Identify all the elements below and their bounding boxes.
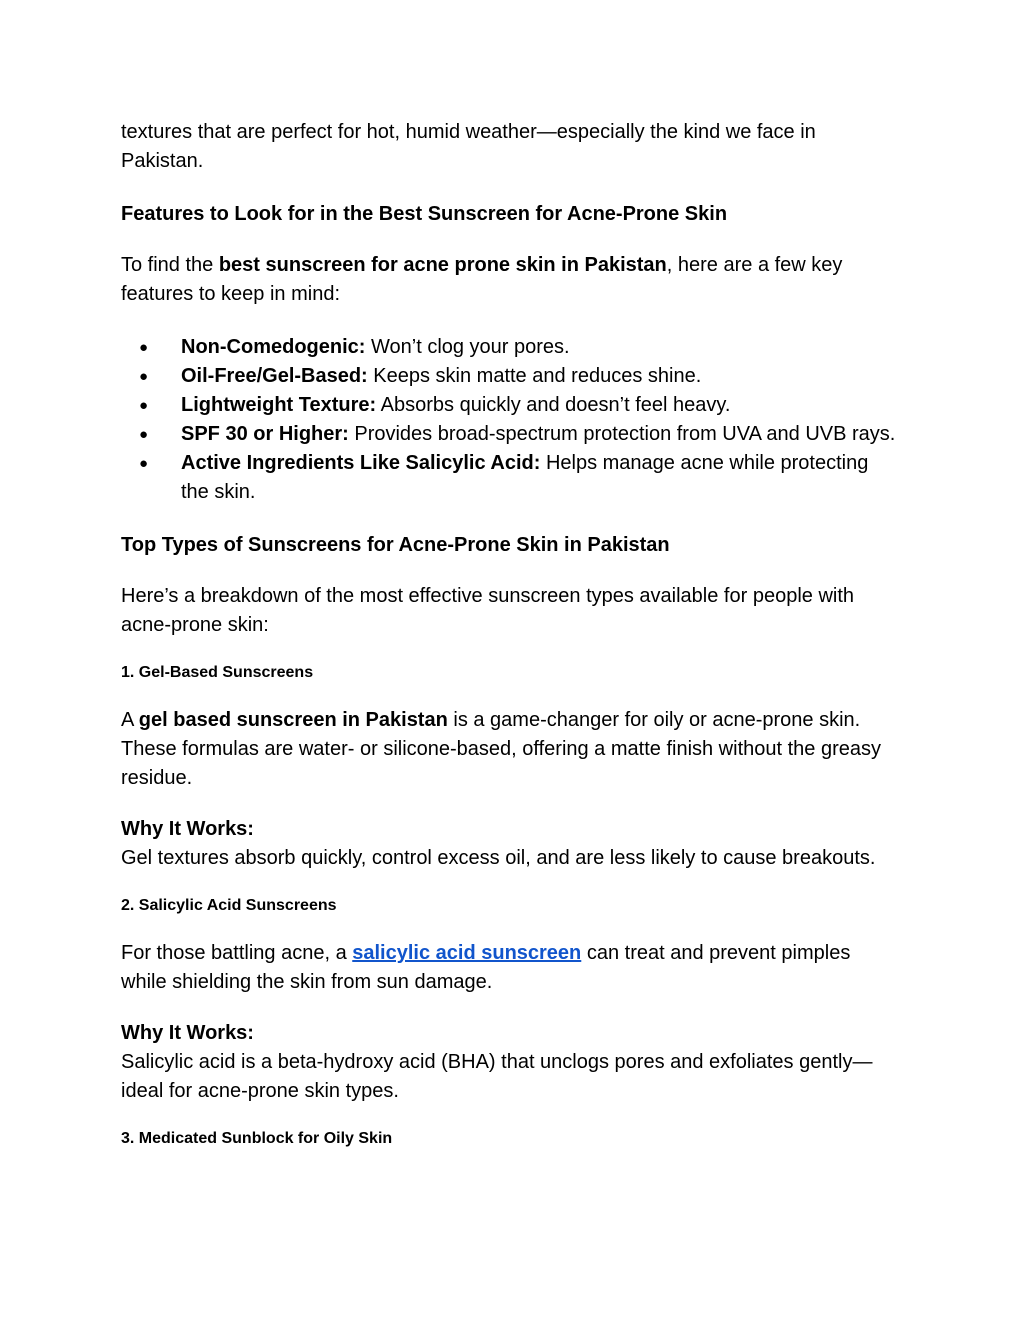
list-item	[121, 391, 896, 420]
features-list	[121, 333, 896, 507]
document-page	[121, 118, 896, 1150]
bullet-icon: ●	[139, 339, 149, 356]
list-item-label: Oil-Free/Gel-Based:	[181, 365, 368, 387]
list-item-label: Lightweight Texture:	[181, 394, 377, 416]
salicylic-why-label: Why It Works:	[121, 1022, 254, 1044]
salicylic-paragraph	[121, 939, 896, 997]
intro-paragraph: textures that are perfect for hot, humid weather—especially the kind we face in Pakistan.	[121, 121, 816, 172]
list-item-label: Active Ingredients Like Salicylic Acid:	[181, 452, 541, 474]
list-item-text: Won’t clog your pores.	[365, 336, 570, 358]
list-item-label: Non-Comedogenic:	[181, 336, 366, 358]
gel-prefix: A	[121, 709, 139, 731]
list-item	[121, 449, 896, 507]
gel-heading: 1. Gel-Based Sunscreens	[121, 664, 314, 681]
top-types-heading: Top Types of Sunscreens for Acne-Prone Skin in Pakistan	[121, 534, 670, 556]
bullet-icon: ●	[139, 455, 149, 472]
gel-why-text: Gel textures absorb quickly, control excess oil, and are less likely to cause breakouts.	[121, 847, 876, 869]
bullet-icon: ●	[139, 426, 149, 443]
features-intro-paragraph	[121, 251, 896, 309]
salicylic-acid-sunscreen-link[interactable]: salicylic acid sunscreen	[352, 942, 582, 964]
salicylic-heading: 2. Salicylic Acid Sunscreens	[121, 897, 337, 914]
salicylic-why-text: Salicylic acid is a beta-hydroxy acid (BHA) that unclogs pores and exfoliates gently—ideal for acne-prone skin types.	[121, 1051, 873, 1102]
list-item	[121, 420, 896, 449]
salicylic-prefix: For those battling acne, a	[121, 942, 353, 964]
list-item-text: Helps manage acne while protecting the skin.	[181, 452, 869, 503]
top-types-paragraph: Here’s a breakdown of the most effective sunscreen types available for people with acne-prone skin:	[121, 585, 855, 636]
features-intro-prefix: To find the	[121, 254, 219, 276]
salicylic-why-paragraph	[121, 1019, 896, 1106]
gel-paragraph	[121, 706, 896, 793]
medicated-heading: 3. Medicated Sunblock for Oily Skin	[121, 1130, 393, 1147]
gel-suffix: is a game-changer for oily or acne-prone skin. These formulas are water- or silicone-based, offering a matte finish without the greasy residue.	[121, 709, 881, 789]
bullet-icon: ●	[139, 368, 149, 385]
list-item	[121, 333, 896, 362]
list-item-text: Provides broad-spectrum protection from UVA and UVB rays.	[348, 423, 896, 445]
features-intro-keyword: best sunscreen for acne prone skin in Pakistan	[218, 254, 667, 276]
gel-why-paragraph	[121, 815, 896, 873]
salicylic-suffix: can treat and prevent pimples while shielding the skin from sun damage.	[121, 942, 851, 993]
list-item-text: Absorbs quickly and doesn’t feel heavy.	[376, 394, 731, 416]
list-item-label: SPF 30 or Higher:	[181, 423, 349, 445]
gel-keyword: gel based sunscreen in Pakistan	[138, 709, 448, 731]
features-intro-suffix: , here are a few key features to keep in mind:	[121, 254, 843, 305]
bullet-icon: ●	[139, 397, 149, 414]
gel-why-label: Why It Works:	[121, 818, 254, 840]
list-item	[121, 362, 896, 391]
list-item-text: Keeps skin matte and reduces shine.	[367, 365, 702, 387]
features-heading: Features to Look for in the Best Sunscreen for Acne-Prone Skin	[121, 203, 728, 225]
